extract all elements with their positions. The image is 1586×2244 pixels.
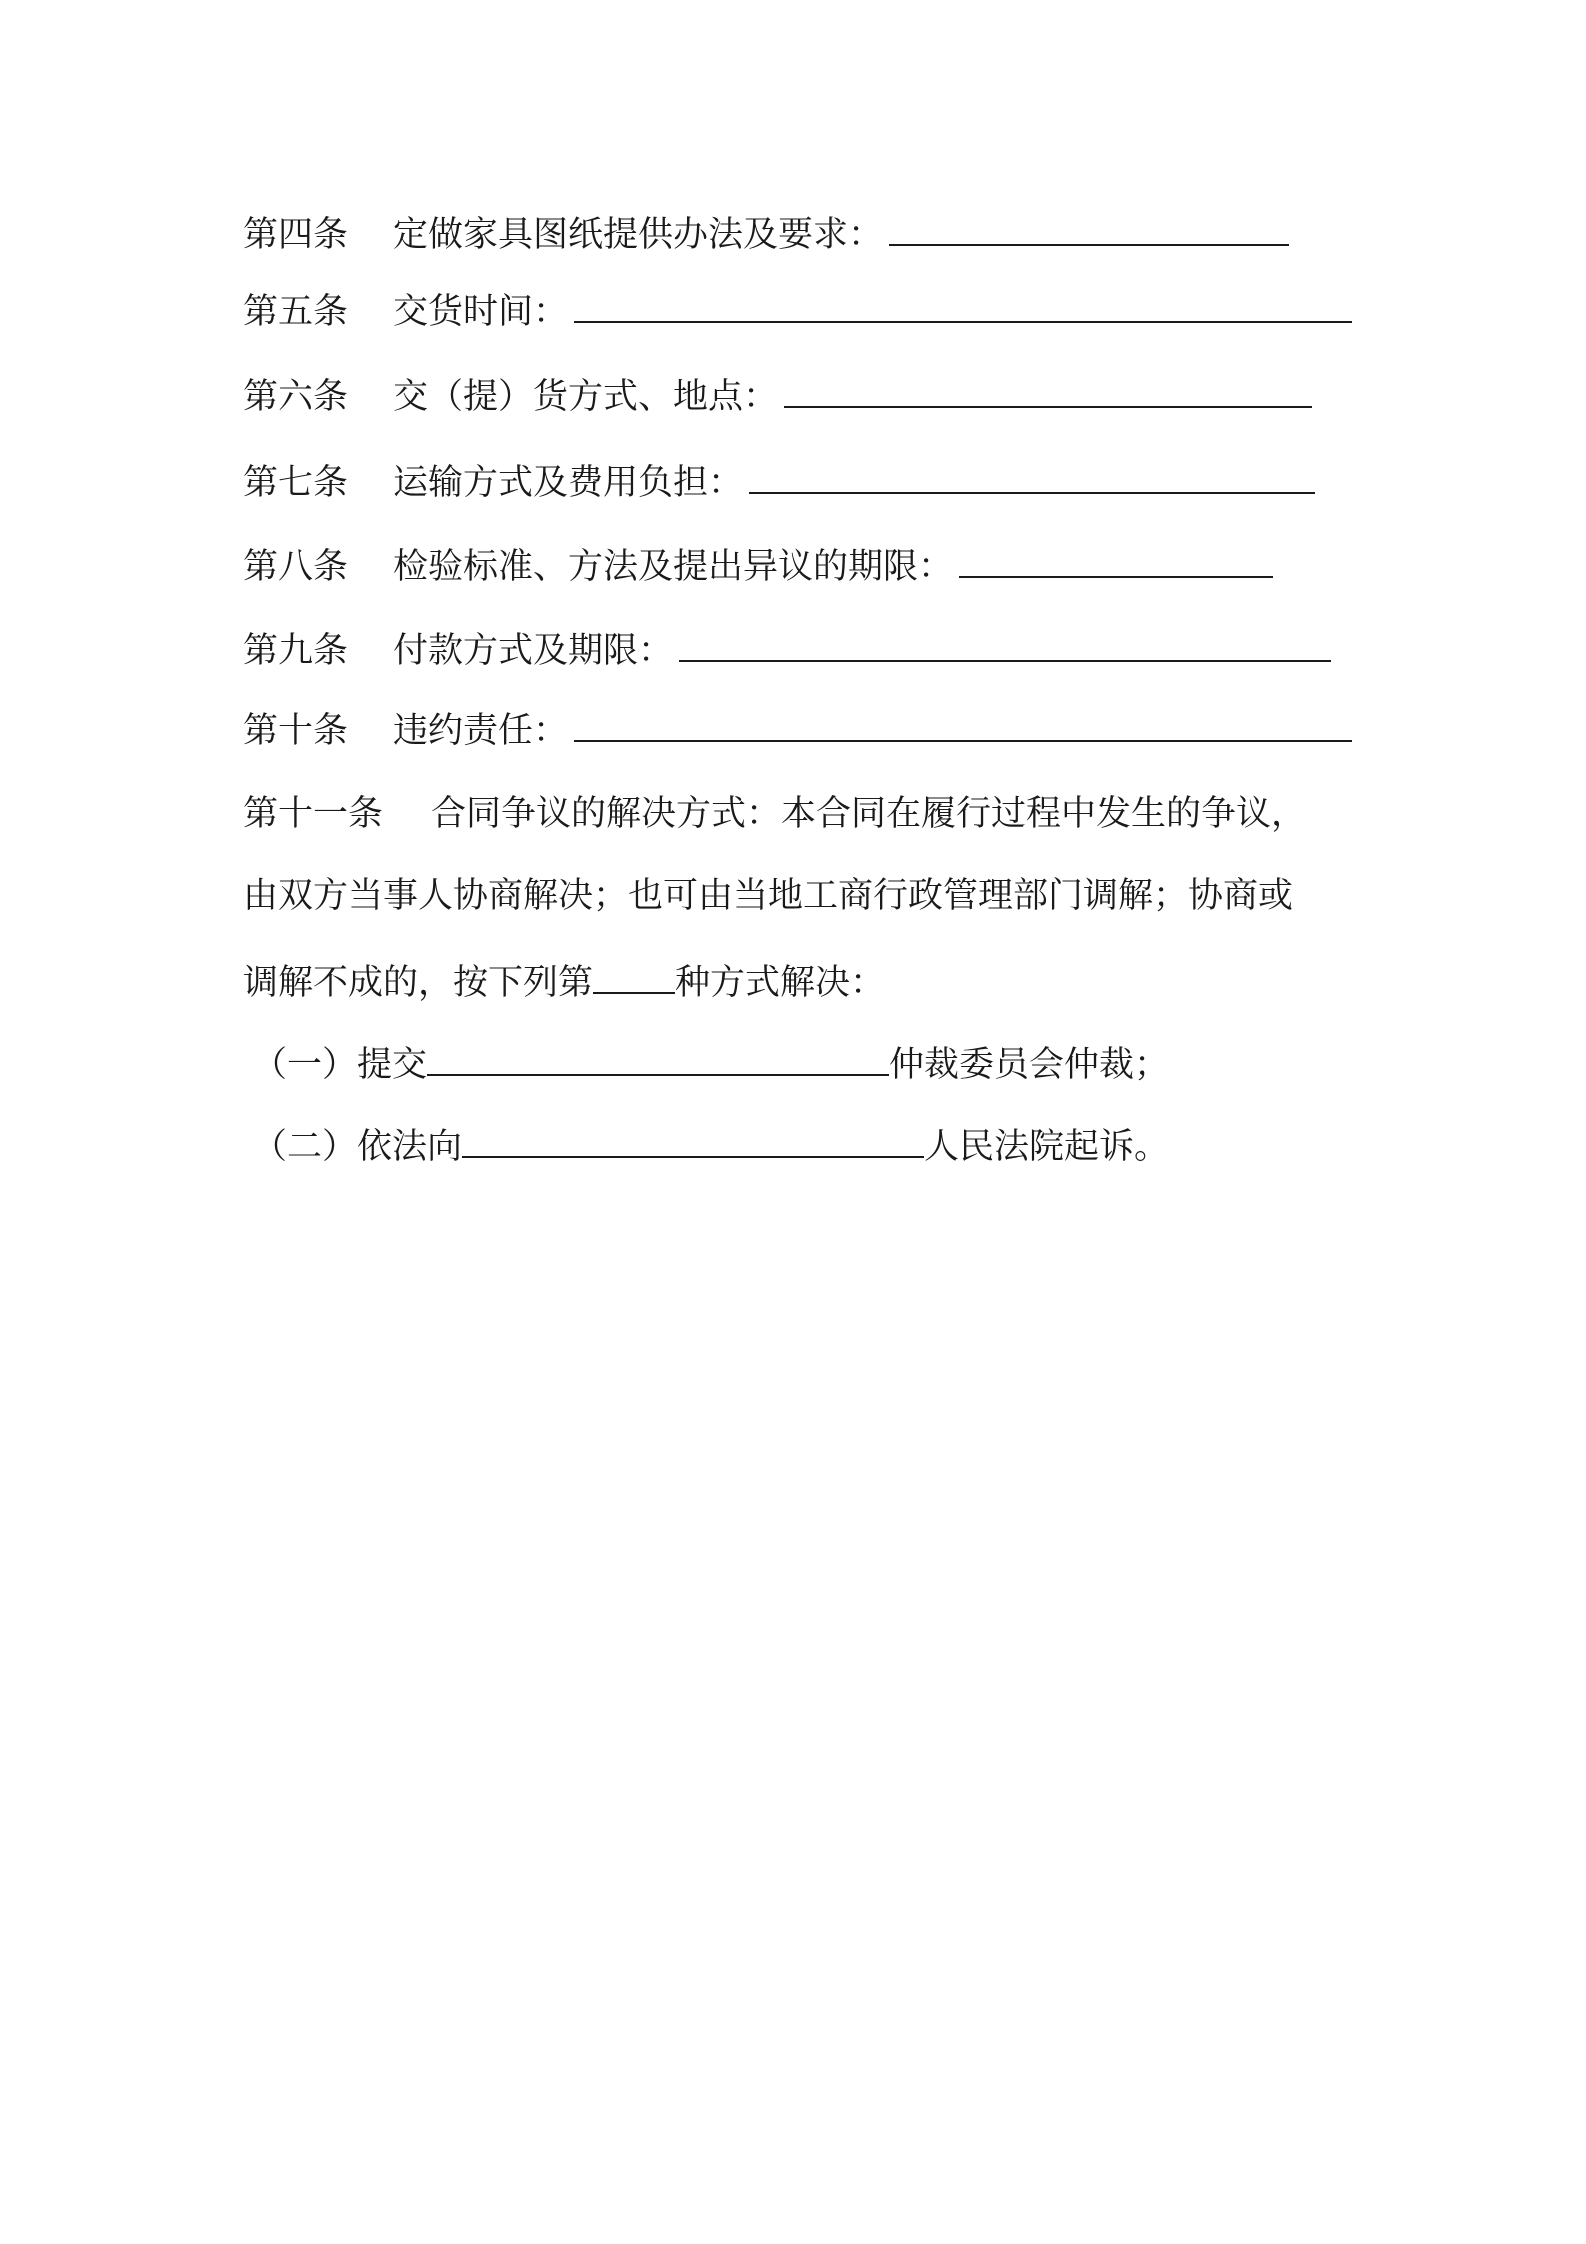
article-label: 第五条 xyxy=(243,292,349,332)
article-label: 第十一条 xyxy=(243,794,384,834)
option-1 xyxy=(252,1040,1169,1089)
court-name-blank[interactable] xyxy=(462,1122,924,1158)
option-2 xyxy=(252,1122,1169,1171)
fill-in-blank[interactable] xyxy=(749,458,1315,494)
article-10 xyxy=(243,706,1352,755)
article-5 xyxy=(243,287,1352,336)
article-text: 检验标准、方法及提出异议的期限： xyxy=(393,547,954,587)
option-text: 仲裁委员会仲裁； xyxy=(889,1045,1170,1085)
article-text: 定做家具图纸提供办法及要求： xyxy=(393,215,884,255)
fill-in-blank[interactable] xyxy=(889,210,1289,246)
article-text: 调解不成的，按下列第 xyxy=(243,963,594,1003)
article-7 xyxy=(243,458,1315,507)
article-8 xyxy=(243,542,1273,591)
article-label: 第九条 xyxy=(243,631,349,671)
article-11-line-1 xyxy=(243,790,1306,838)
fill-in-blank[interactable] xyxy=(679,626,1331,662)
fill-in-blank[interactable] xyxy=(574,706,1352,742)
article-text: 交（提）货方式、地点： xyxy=(393,377,779,417)
article-6 xyxy=(243,372,1312,421)
article-11-line-3 xyxy=(243,958,885,1007)
article-text: 违约责任： xyxy=(393,711,569,751)
fill-in-blank[interactable] xyxy=(784,372,1312,408)
article-4 xyxy=(243,210,1289,259)
article-label: 第六条 xyxy=(243,377,349,417)
option-text: （二）依法向 xyxy=(252,1127,463,1167)
option-text: 人民法院起诉。 xyxy=(924,1127,1170,1167)
article-label: 第四条 xyxy=(243,215,349,255)
arbitration-commission-blank[interactable] xyxy=(427,1040,889,1076)
article-text: 运输方式及费用负担： xyxy=(393,463,744,503)
option-number-blank[interactable] xyxy=(593,958,675,994)
article-label: 第七条 xyxy=(243,463,349,503)
article-11-line-2 xyxy=(243,872,1293,920)
article-label: 第十条 xyxy=(243,711,349,751)
article-text: 合同争议的解决方式：本合同在履行过程中发生的争议， xyxy=(431,794,1307,834)
article-text: 种方式解决： xyxy=(675,963,886,1003)
fill-in-blank[interactable] xyxy=(574,287,1352,323)
fill-in-blank[interactable] xyxy=(959,542,1273,578)
option-text: （一）提交 xyxy=(252,1045,428,1085)
article-label: 第八条 xyxy=(243,547,349,587)
article-text: 付款方式及期限： xyxy=(393,631,674,671)
article-text: 由双方当事人协商解决；也可由当地工商行政管理部门调解；协商或 xyxy=(243,876,1294,916)
article-9 xyxy=(243,626,1331,675)
article-text: 交货时间： xyxy=(393,292,569,332)
